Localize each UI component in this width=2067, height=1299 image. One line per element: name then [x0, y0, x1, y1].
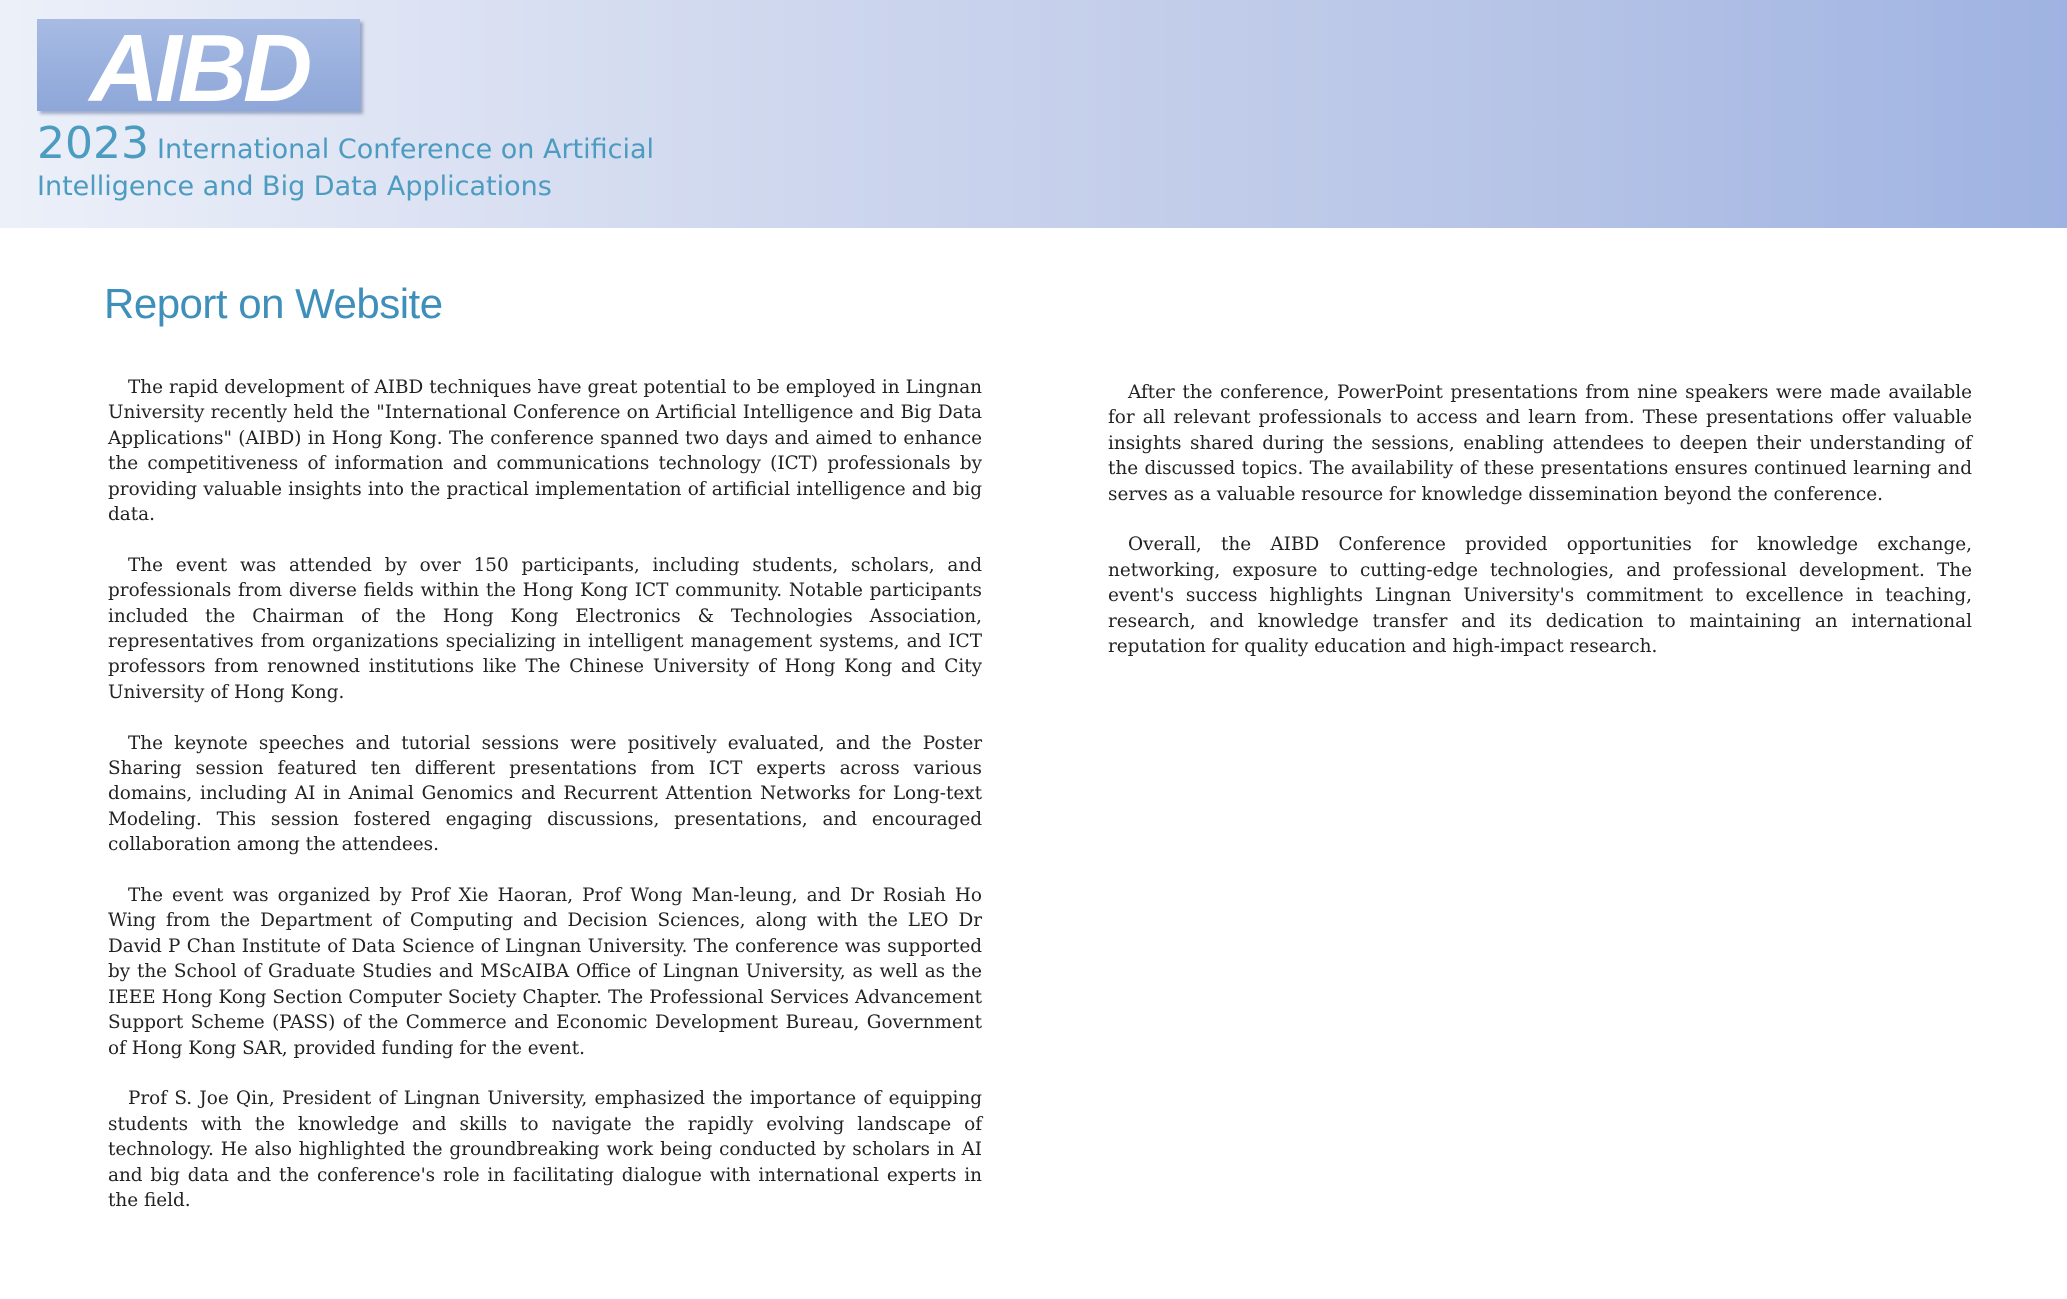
- conference-title-block: [37, 118, 737, 205]
- report-left-column: [108, 375, 982, 1239]
- report-paragraph: The event was attended by over 150 participants, including students, scholars, and professionals from diverse fields within the Hong Kong ICT community. Notable participants included the Chairman of the Hong Kong Electronics & Technologies Association, representatives from organizations specializing in intelligent management systems, and ICT professors from renowned institutions like The Chinese University of Hong Kong and City University of Hong Kong.: [108, 554, 982, 703]
- report-title: Report on Website: [104, 280, 443, 327]
- report-paragraph: Overall, the AIBD Conference provided opportunities for knowledge exchange, networking, exposure to cutting-edge technologies, and professional development. The event's success highlights Lingnan University's commitment to excellence in teaching, research, and knowledge transfer and its dedication to maintaining an international reputation for quality education and high-impact research.: [1108, 534, 1972, 658]
- logo-text: AIBD: [89, 19, 309, 111]
- conference-title: International Conference on Artificial Intelligence and Big Data Applications: [37, 134, 655, 202]
- report-paragraph: Prof S. Joe Qin, President of Lingnan University, emphasized the importance of equipping students with the knowledge and skills to navigate the rapidly evolving landscape of technology. He also highlighted the groundbreaking work being conducted by scholars in AI and big data and the conference's role in facilitating dialogue with international experts in the field.: [108, 1088, 982, 1211]
- report-paragraph: The keynote speeches and tutorial sessions were positively evaluated, and the Poster Sharing session featured ten different presentations from ICT experts across various domains, including AI in Animal Genomics and Recurrent Attention Networks for Long-text Modeling. This session fostered engaging discussions, presentations, and encouraged collaboration among the attendees.: [108, 732, 982, 856]
- page-header: [0, 0, 2067, 228]
- report-paragraph: The event was organized by Prof Xie Haoran, Prof Wong Man-leung, and Dr Rosiah Ho Wing from the Department of Computing and Decision Sciences, along with the LEO Dr David P Chan Institute of Data Science of Lingnan University. The conference was supported by the School of Graduate Studies and MScAIBA Office of Lingnan University, as well as the IEEE Hong Kong Section Computer Society Chapter. The Professional Services Advancement Support Scheme (PASS) of the Commerce and Economic Development Bureau, Government of Hong Kong SAR, provided funding for the event.: [108, 885, 982, 1059]
- conference-year: 2023: [37, 118, 149, 169]
- report-right-column: [1108, 380, 1972, 685]
- report-paragraph: The rapid development of AIBD techniques have great potential to be employed in Lingnan University recently held the "International Conference on Artificial Intelligence and Big Data Applications" (AIBD) in Hong Kong. The conference spanned two days and aimed to enhance the competitiveness of information and communications technology (ICT) professionals by providing valuable insights into the practical implementation of artificial intelligence and big data.: [108, 377, 982, 526]
- aibd-logo-graphic: [37, 19, 360, 111]
- report-paragraph: After the conference, PowerPoint presentations from nine speakers were made available for all relevant professionals to access and learn from. These presentations offer valuable insights shared during the sessions, enabling attendees to deepen their understanding of the discussed topics. The availability of these presentations ensures continued learning and serves as a valuable resource for knowledge dissemination beyond the conference.: [1108, 382, 1972, 505]
- aibd-logo: [37, 19, 360, 111]
